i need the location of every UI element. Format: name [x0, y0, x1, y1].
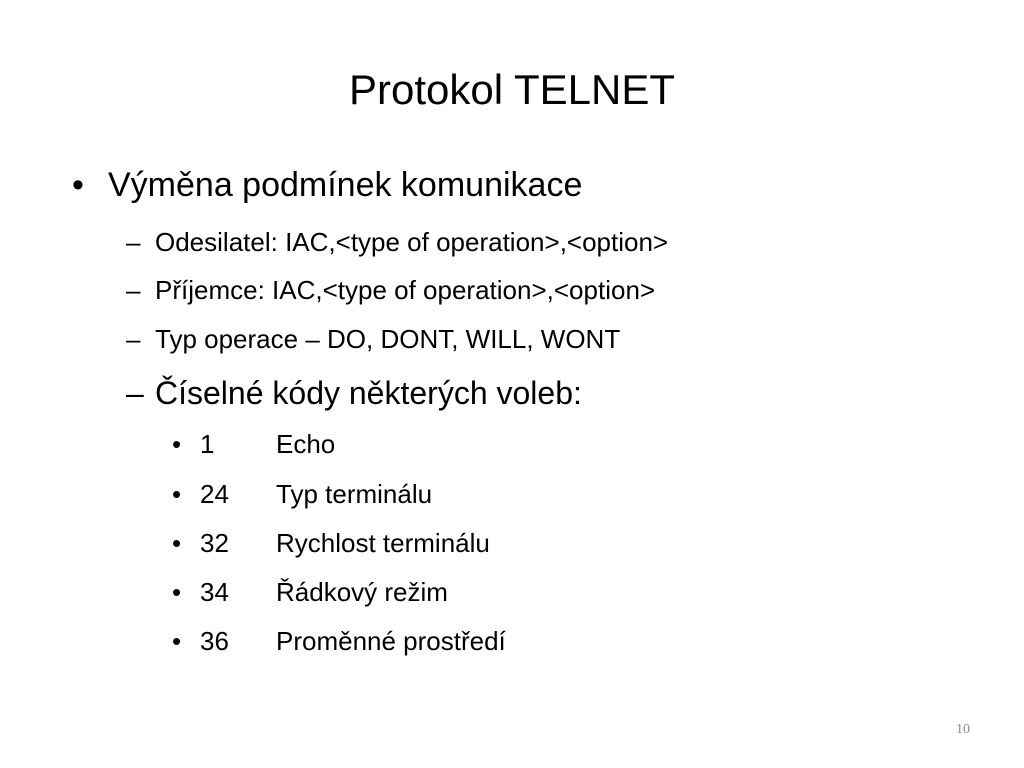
dash-icon: –	[126, 227, 141, 257]
option-code-number: 34	[200, 577, 229, 607]
sub-item-text: Odesilatel: IAC,<type of operation>,<option>	[155, 227, 669, 257]
sub-item-text: Příjemce: IAC,<type of operation>,<option>	[155, 275, 656, 305]
option-code-number: 1	[200, 429, 215, 459]
sub-item-text: Typ operace – DO, DONT, WILL, WONT	[155, 324, 621, 354]
option-code-name: Echo	[276, 429, 336, 459]
option-code-name: Rychlost terminálu	[276, 528, 490, 558]
option-code-item	[0, 424, 1024, 464]
option-code-number: 32	[200, 528, 229, 558]
option-code-number: 36	[200, 626, 229, 656]
sub-item-text: Číselné kódy některých voleb:	[155, 375, 582, 411]
option-code-number: 24	[200, 479, 229, 509]
sub-item-sender	[0, 222, 1024, 262]
option-code-item	[0, 621, 1024, 661]
option-code-item	[0, 474, 1024, 514]
bullet-icon: •	[172, 528, 182, 558]
option-code-name: Řádkový režim	[276, 577, 448, 607]
bullet-icon: •	[172, 429, 182, 459]
option-code-item	[0, 523, 1024, 563]
bullet-icon: •	[172, 577, 182, 607]
sub-item-option-codes	[0, 370, 1024, 416]
bullet-icon: •	[172, 479, 182, 509]
main-bullet-text: Výměna podmínek komunikace	[108, 166, 583, 204]
option-code-name: Typ terminálu	[276, 479, 433, 509]
sub-item-receiver	[0, 270, 1024, 310]
bullet-icon: •	[72, 166, 84, 204]
option-code-item	[0, 572, 1024, 612]
option-code-name: Proměnné prostředí	[276, 626, 506, 656]
dash-icon: –	[126, 275, 141, 305]
slide-title: Protokol TELNET	[348, 66, 675, 113]
dash-icon: –	[126, 324, 141, 354]
main-bullet-item	[0, 160, 1024, 210]
sub-item-operation-type	[0, 319, 1024, 359]
dash-icon: –	[126, 375, 144, 411]
bullet-icon: •	[172, 626, 182, 656]
page-number: 10	[956, 722, 970, 737]
